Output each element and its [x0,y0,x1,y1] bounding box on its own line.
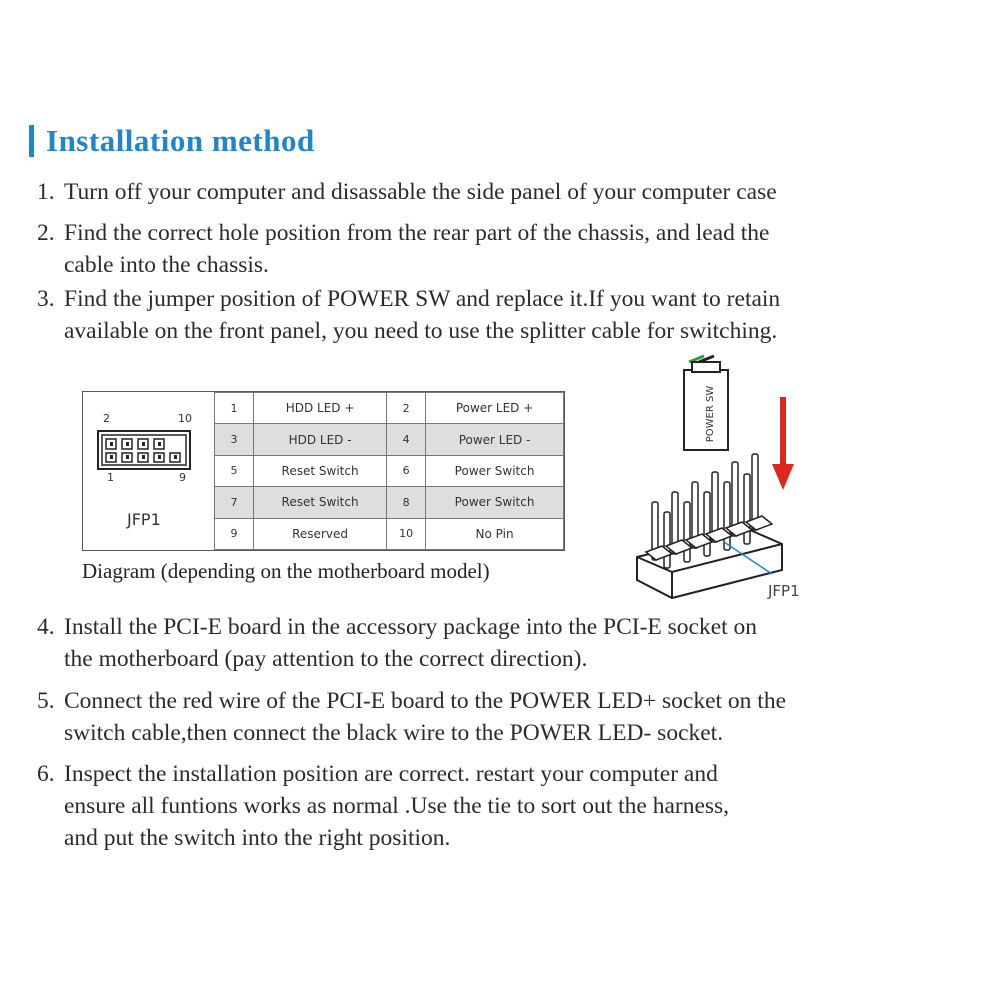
pinout-table [214,392,564,550]
table-row: 3 HDD LED - 4 Power LED - [215,424,564,455]
heading-accent-bar [29,125,34,157]
step-3: 3. Find the jumper position of POWER SW and replace it.If you want to retain available on the front panel, you need to use the splitter cable for switching. [37,286,781,344]
table-row: 7 Reset Switch 8 Power Switch [215,487,564,518]
heading-title: Installation method [46,123,315,158]
step-1: 1. Turn off your computer and disassable the side panel of your computer case [37,179,777,205]
pin-label-10: 10 [178,412,192,425]
jfp1-illustration-label: JFP1 [768,582,800,600]
header-pins-drawing [637,454,782,598]
pin-header-icon [97,430,191,470]
down-arrow-icon [772,397,794,490]
power-sw-connector [684,356,728,450]
pin-label-9: 9 [179,471,186,484]
header-drawing [83,392,215,550]
diagram-caption: Diagram (depending on the motherboard model) [82,559,490,583]
step-6: 6. Inspect the installation position are correct. restart your computer and ensure all funtions works as normal .Use the tie to sort out the harness, and put the switch into the right position. [37,761,730,851]
step-5: 5. Connect the red wire of the PCI-E board to the POWER LED+ socket on the switch cable,then connect the black wire to the POWER LED- socket. [37,688,786,746]
header-name: JFP1 [127,510,161,529]
step-2: 2. Find the correct hole position from the rear part of the chassis, and lead the cable into the chassis. [37,220,770,278]
section-heading [29,122,315,160]
step-4: 4. Install the PCI-E board in the accessory package into the PCI-E socket on the motherboard (pay attention to the correct direction). [37,614,758,672]
table-row: 9 Reserved 10 No Pin [215,518,564,549]
table-row: 1 HDD LED + 2 Power LED + [215,393,564,424]
table-row: 5 Reset Switch 6 Power Switch [215,455,564,486]
pin-label-1: 1 [107,471,114,484]
jfp1-pinout-diagram [82,391,565,551]
pin-label-2: 2 [103,412,110,425]
connector-illustration [632,352,822,607]
power-sw-label: POWER SW [705,385,716,443]
